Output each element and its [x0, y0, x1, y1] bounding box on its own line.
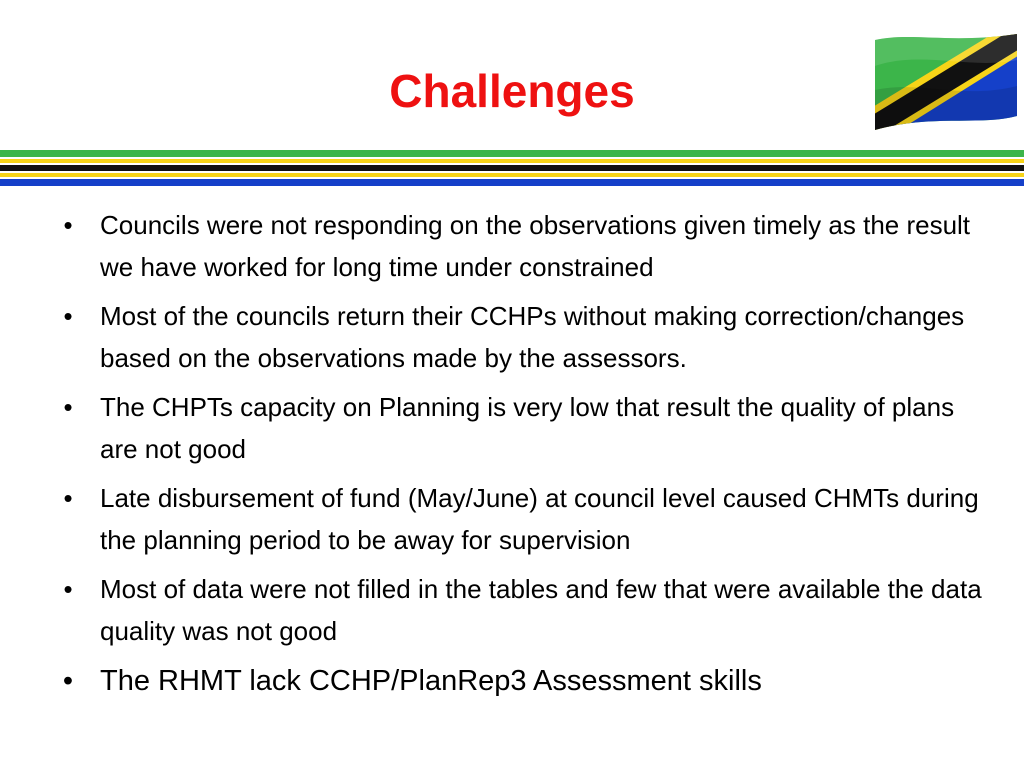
- tanzania-flag-icon: [871, 30, 1021, 134]
- stripe-black: [0, 165, 1024, 171]
- bullet-text: Late disbursement of fund (May/June) at council level caused CHMTs during the planning period to be away for supervision: [100, 483, 979, 555]
- bullet-item: [58, 659, 998, 703]
- bullet-icon: •: [62, 665, 74, 697]
- stripe-yellow-2: [0, 173, 1024, 177]
- bullet-icon: •: [63, 392, 73, 422]
- bullet-text: The RHMT lack CCHP/PlanRep3 Assessment skills: [100, 665, 762, 697]
- bullet-icon: •: [63, 574, 73, 604]
- stripe-yellow: [0, 159, 1024, 163]
- bullet-item: [58, 204, 998, 288]
- bullet-text: Most of the councils return their CCHPs without making correction/changes based on the observations made by the assessors.: [100, 301, 965, 373]
- slide-title: Challenges: [389, 65, 635, 117]
- bullet-item: [58, 568, 998, 652]
- flag-color-stripes: [0, 150, 1024, 190]
- bullet-icon: •: [63, 301, 73, 331]
- bullet-item: [58, 477, 998, 561]
- bullet-icon: •: [63, 210, 73, 240]
- stripe-green: [0, 150, 1024, 157]
- stripe-blue: [0, 179, 1024, 186]
- bullet-text: Councils were not responding on the observations given timely as the result we have worked for long time under constrained: [100, 210, 971, 282]
- bullet-item: [58, 295, 998, 379]
- bullet-list: [58, 204, 998, 710]
- bullet-item: [58, 386, 998, 470]
- bullet-text: Most of data were not filled in the tables and few that were available the data quality was not good: [100, 574, 982, 646]
- bullet-icon: •: [63, 483, 73, 513]
- bullet-text: The CHPTs capacity on Planning is very low that result the quality of plans are not good: [100, 392, 955, 464]
